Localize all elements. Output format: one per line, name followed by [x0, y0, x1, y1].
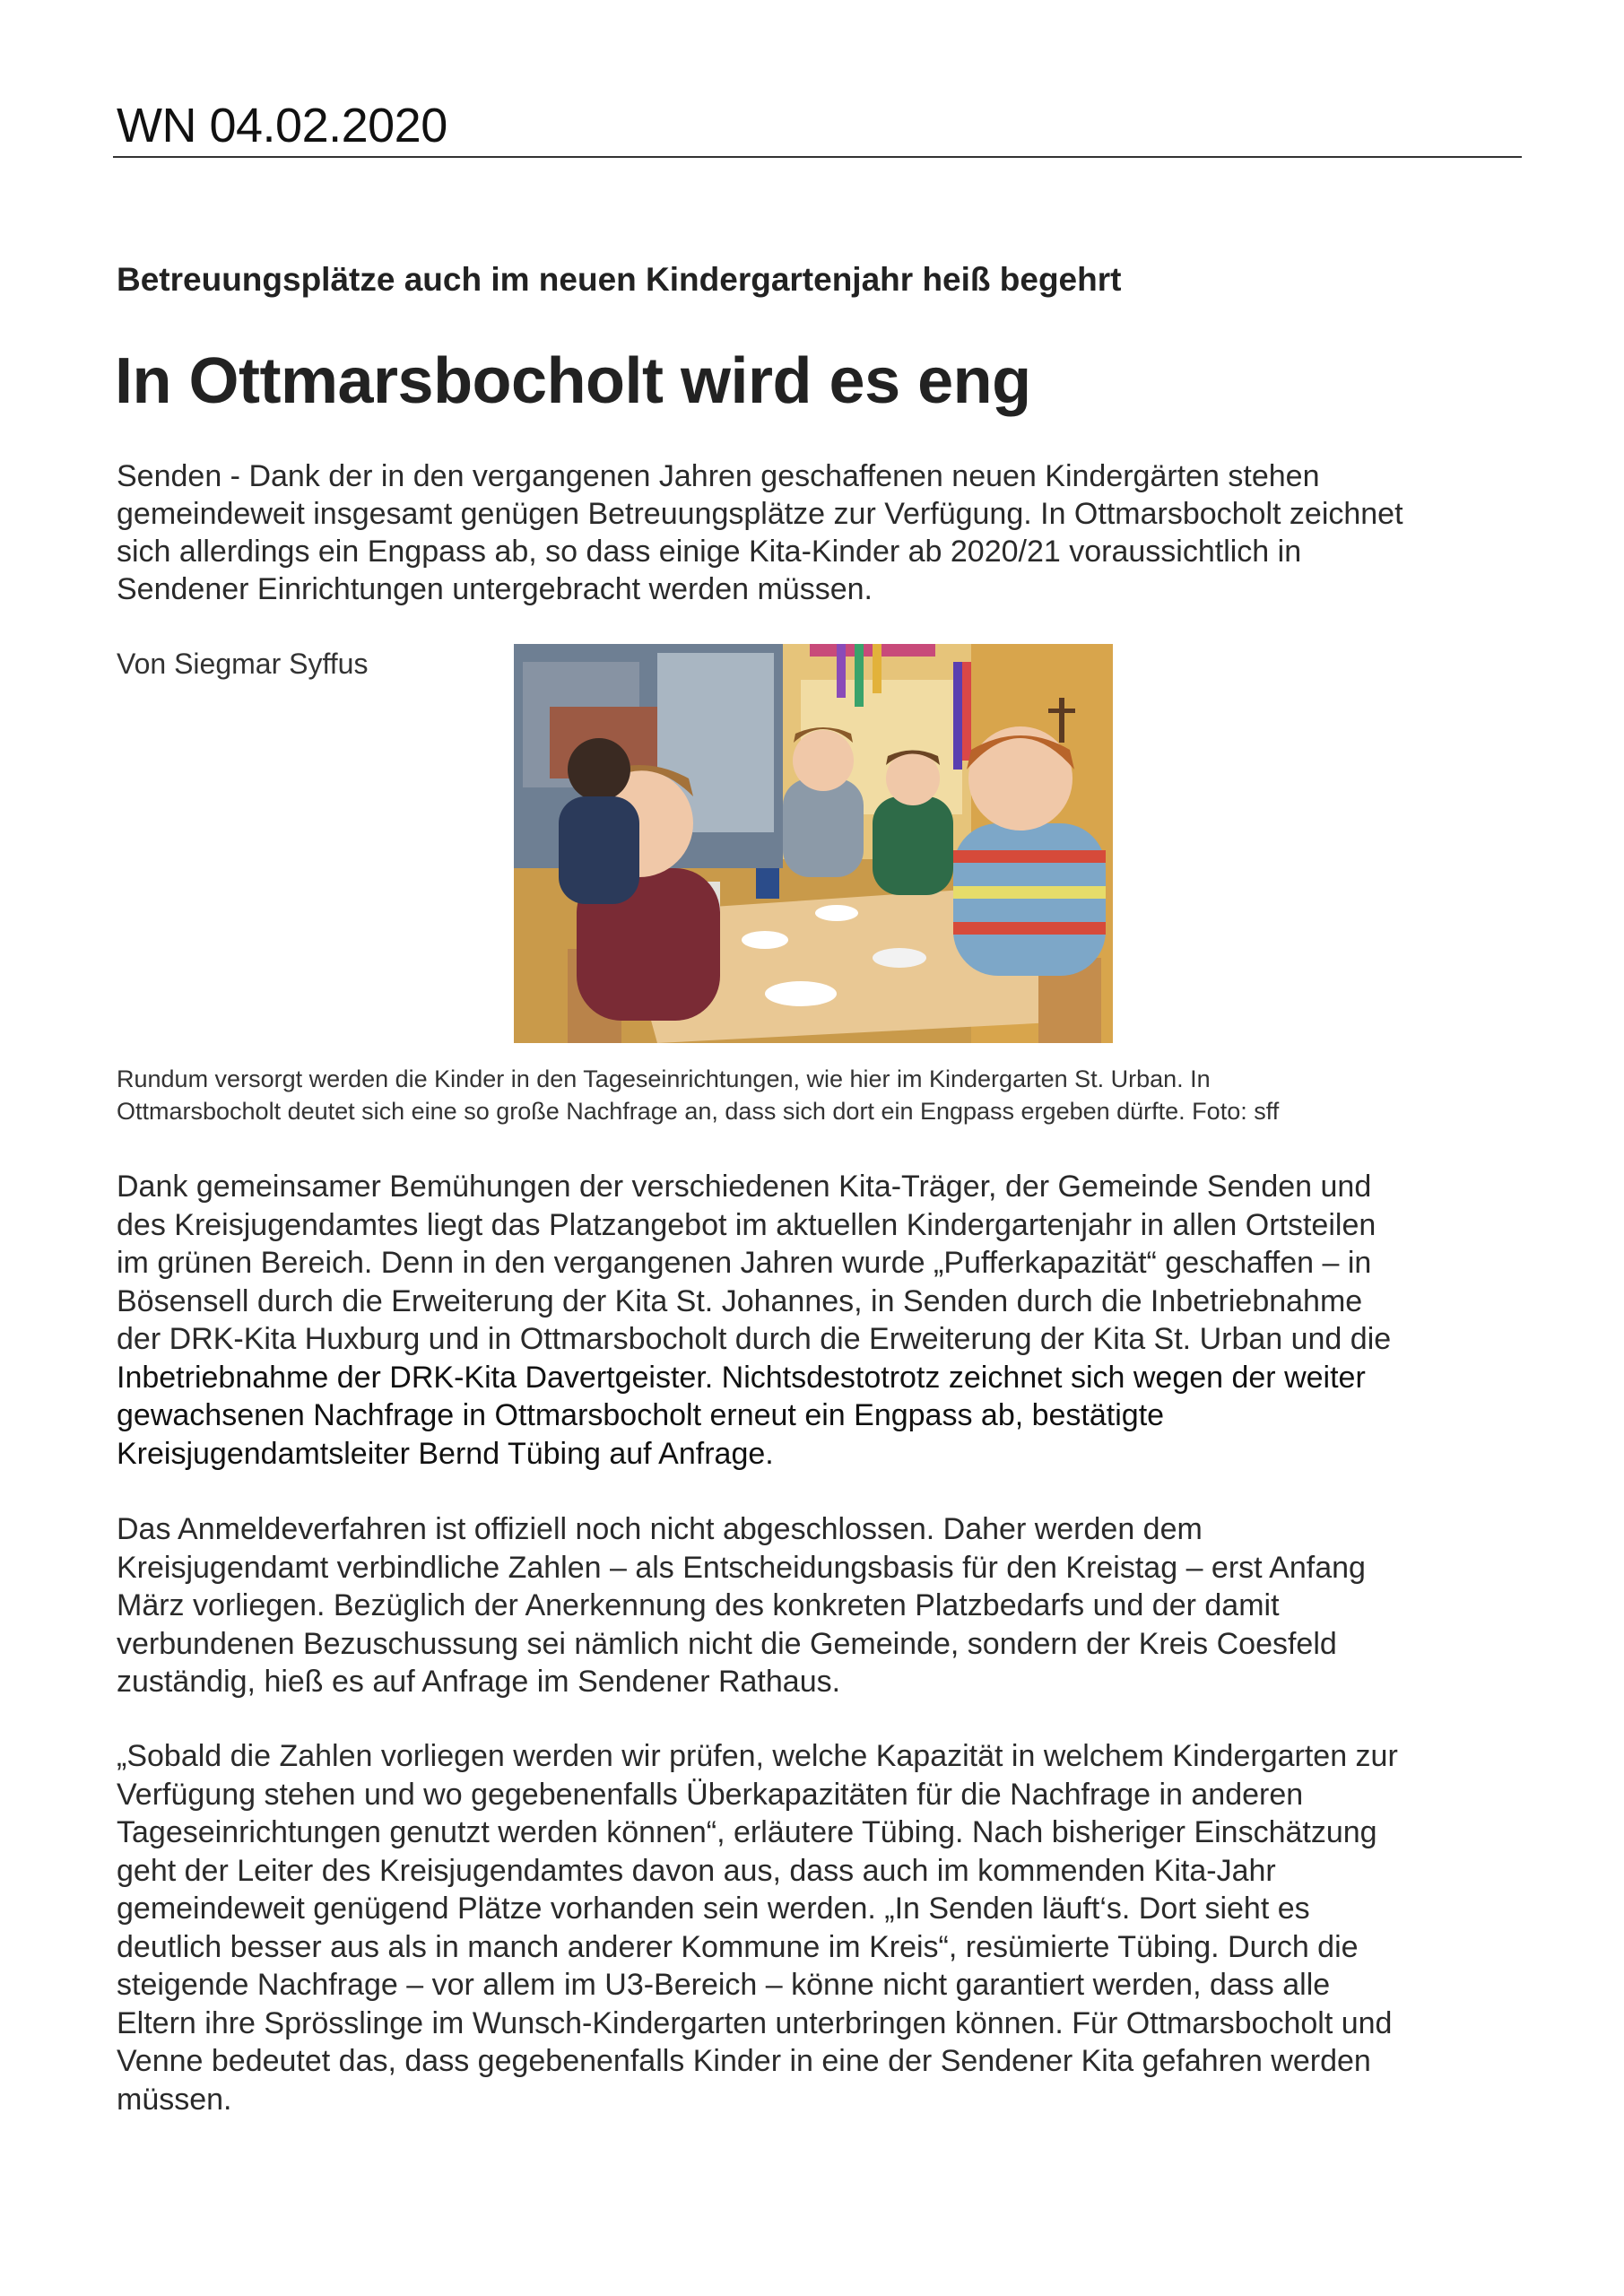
paragraph-line: Tageseinrichtungen genutzt werden können“, erläutere Tübing. Nach bisheriger Einschätzung: [117, 1815, 1377, 1849]
article-kicker: Betreuungsplätze auch im neuen Kindergartenjahr heiß begehrt: [117, 261, 1122, 298]
paragraph-line: müssen.: [117, 2082, 232, 2117]
paragraph-line: zuständig, hieß es auf Anfrage im Sendener Rathaus.: [117, 1665, 841, 1699]
lead-line: sich allerdings ein Engpass ab, so dass einige Kita-Kinder ab 2020/21 voraussichtlich in: [117, 535, 1302, 569]
paragraph-line: Bösensell durch die Erweiterung der Kita St. Johannes, in Senden durch die Inbetriebnahme: [117, 1283, 1363, 1318]
paragraph-line: gewachsenen Nachfrage in Ottmarsbocholt erneut ein Engpass ab, bestätigte: [117, 1398, 1165, 1432]
paragraph-line: Verfügung stehen und wo gegebenenfalls Überkapazitäten für die Nachfrage in anderen: [117, 1777, 1304, 1812]
paragraph-line: deutlich besser aus als in manch anderer Kommune im Kreis“, resümierte Tübing. Durch die: [117, 1929, 1359, 1964]
lead-line: Sendener Einrichtungen untergebracht werden müssen.: [117, 572, 873, 606]
photo-caption: [117, 1063, 1515, 1127]
masthead-date: WN 04.02.2020: [117, 99, 447, 152]
paragraph-line: geht der Leiter des Kreisjugendamtes davon aus, dass auch im kommenden Kita-Jahr: [117, 1853, 1276, 1888]
article-paragraph-2: [117, 1510, 1533, 1701]
article-lead: [117, 457, 1533, 608]
lead-line: gemeindeweit insgesamt genügen Betreuungsplätze zur Verfügung. In Ottmarsbocholt zeichnet: [117, 497, 1403, 531]
paragraph-line: des Kreisjugendamtes liegt das Platzangebot im aktuellen Kindergartenjahr in allen Ortsteilen: [117, 1207, 1376, 1242]
paragraph-line: März vorliegen. Bezüglich der Anerkennung des konkreten Platzbedarfs und der damit: [117, 1588, 1280, 1622]
paragraph-line: „Sobald die Zahlen vorliegen werden wir prüfen, welche Kapazität in welchem Kindergarten zur: [117, 1739, 1398, 1773]
photo-children-kindergarten-image: [514, 644, 1113, 1043]
paragraph-line: der DRK-Kita Huxburg und in Ottmarsbocholt durch die Erweiterung der Kita St. Urban und die: [117, 1322, 1392, 1356]
caption-line: Rundum versorgt werden die Kinder in den Tageseinrichtungen, wie hier im Kindergarten St. Urban. In: [117, 1065, 1211, 1092]
paragraph-line: verbundenen Bezuschussung sei nämlich nicht die Gemeinde, sondern der Kreis Coesfeld: [117, 1626, 1337, 1661]
paragraph-line: Inbetriebnahme der DRK-Kita Davertgeister. Nichtsdestotrotz zeichnet sich wegen der weiter: [117, 1360, 1366, 1395]
masthead-divider: [113, 156, 1522, 158]
paragraph-line: Dank gemeinsamer Bemühungen der verschiedenen Kita-Träger, der Gemeinde Senden und: [117, 1170, 1372, 1204]
article-paragraph-1: [117, 1168, 1533, 1473]
paragraph-line: Kreisjugendamt verbindliche Zahlen – als Entscheidungsbasis für den Kreistag – erst Anfang: [117, 1550, 1366, 1585]
paragraph-line: gemeindeweit genügend Plätze vorhanden sein werden. „In Senden läuft‘s. Dort sieht es: [117, 1892, 1310, 1926]
article-paragraph-3: [117, 1737, 1533, 2118]
paragraph-line: im grünen Bereich. Denn in den vergangenen Jahren wurde „Pufferkapazität“ geschaffen – in: [117, 1246, 1372, 1280]
paragraph-line: Das Anmeldeverfahren ist offiziell noch nicht abgeschlossen. Daher werden dem: [117, 1512, 1203, 1546]
article-byline: Von Siegmar Syffus: [117, 648, 369, 680]
lead-line: Senden - Dank der in den vergangenen Jahren geschaffenen neuen Kindergärten stehen: [117, 459, 1320, 493]
paragraph-line: Eltern ihre Sprösslinge im Wunsch-Kindergarten unterbringen können. Für Ottmarsbocholt und: [117, 2005, 1393, 2040]
caption-line: Ottmarsbocholt deutet sich eine so große Nachfrage an, dass sich dort ein Engpass ergeben dürfte. Foto: sff: [117, 1098, 1280, 1125]
article-headline: In Ottmarsbocholt wird es eng: [115, 345, 1031, 417]
paragraph-line: Venne bedeutet das, dass gegebenenfalls Kinder in eine der Sendener Kita gefahren werden: [117, 2044, 1371, 2078]
paragraph-line: steigende Nachfrage – vor allem im U3-Bereich – könne nicht garantiert werden, dass alle: [117, 1968, 1331, 2002]
paragraph-line: Kreisjugendamtsleiter Bernd Tübing auf Anfrage.: [117, 1436, 774, 1471]
